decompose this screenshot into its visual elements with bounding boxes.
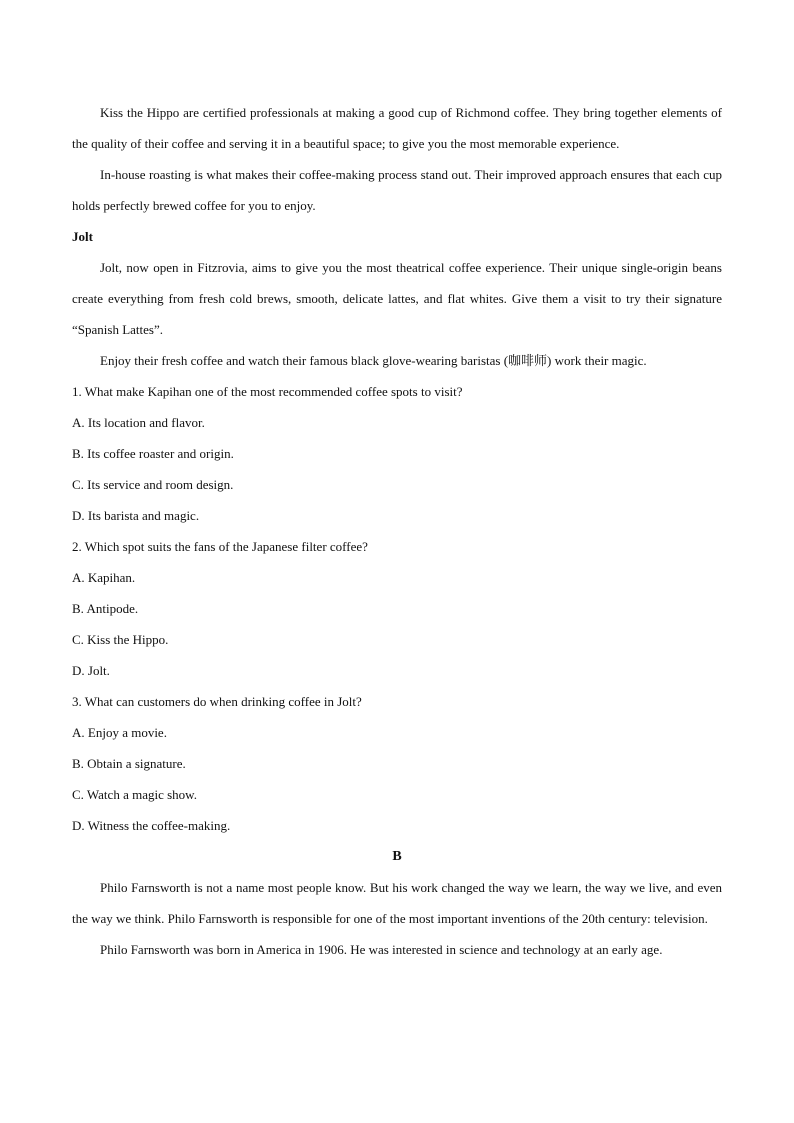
option-b: B. Obtain a signature. [72,756,186,771]
option-c: C. Kiss the Hippo. [72,632,169,647]
jolt-baristas-paragraph: Enjoy their fresh coffee and watch their famous black glove-wearing baristas (咖啡师) work their magic. [100,353,647,368]
kiss-the-hippo-paragraph: Kiss the Hippo are certified professionals at making a good cup of Richmond coffee. They bring together elements of the quality of their coffee and serving it in a beautiful space; to give you the most memorable experience. [72,105,722,151]
question-2 [72,531,722,686]
question-3 [72,686,722,841]
page-content [72,97,722,965]
jolt-heading: Jolt [72,229,93,244]
option-a: A. Kapihan. [72,570,136,585]
option-c: C. Its service and room design. [72,477,234,492]
farnsworth-intro-paragraph: Philo Farnsworth is not a name most people know. But his work changed the way we learn, the way we live, and even the way we think. Philo Farnsworth is responsible for one of the most important inventions of the 20th century: television. [72,880,722,926]
farnsworth-birth-paragraph: Philo Farnsworth was born in America in 1906. He was interested in science and technology at an early age. [100,942,663,957]
question-stem: 3. What can customers do when drinking coffee in Jolt? [72,694,362,709]
question-stem: 2. Which spot suits the fans of the Japanese filter coffee? [72,539,368,554]
option-b: B. Its coffee roaster and origin. [72,446,234,461]
section-b-heading: B [392,849,402,864]
question-stem: 1. What make Kapihan one of the most recommended coffee spots to visit? [72,384,463,399]
option-d: D. Witness the coffee-making. [72,818,231,833]
option-a: A. Enjoy a movie. [72,725,167,740]
jolt-paragraph: Jolt, now open in Fitzrovia, aims to give you the most theatrical coffee experience. Their unique single-origin beans create everything from fresh cold brews, smooth, delicate lattes, and flat whites. Give them a visit to try their signature “Spanish Lattes”. [72,260,722,337]
option-c: C. Watch a magic show. [72,787,197,802]
option-d: D. Its barista and magic. [72,508,200,523]
in-house-roasting-paragraph: In-house roasting is what makes their coffee-making process stand out. Their improved approach ensures that each cup holds perfectly brewed coffee for you to enjoy. [72,167,722,213]
option-a: A. Its location and flavor. [72,415,205,430]
option-d: D. Jolt. [72,663,110,678]
option-b: B. Antipode. [72,601,139,616]
question-1 [72,376,722,531]
